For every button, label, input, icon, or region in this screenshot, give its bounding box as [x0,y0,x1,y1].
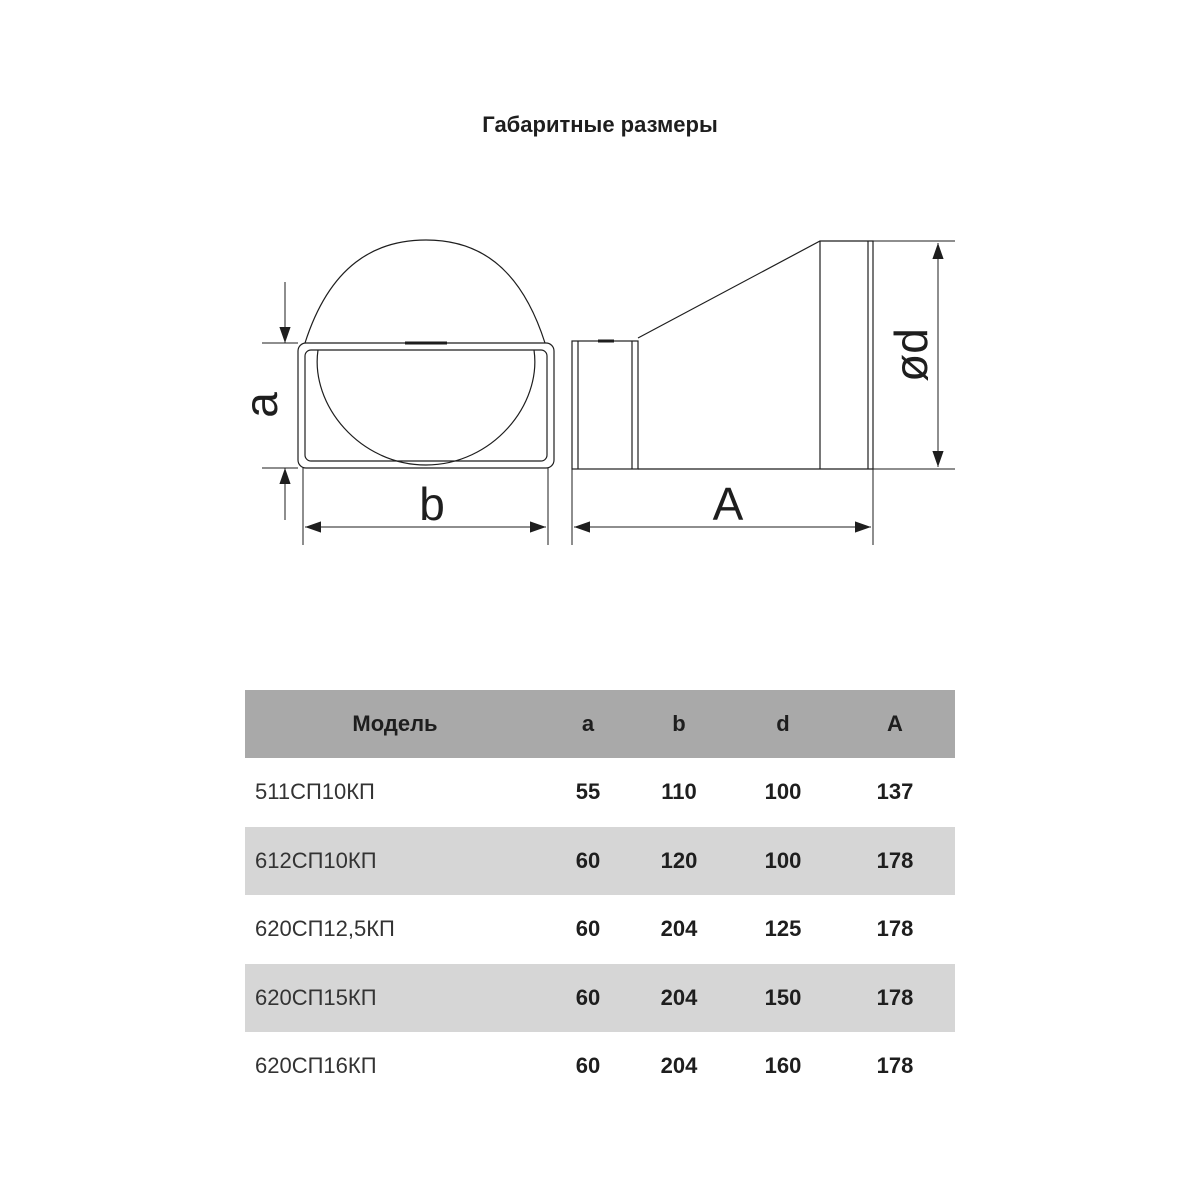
transition-body [638,241,873,469]
table-row [245,895,955,964]
cell-a: 60 [575,916,601,942]
cell-b: 110 [661,779,697,805]
label-b: b [419,478,445,530]
table-row [245,827,955,896]
table-row [245,964,955,1033]
table-row [245,1032,955,1101]
round-inner-arc [317,350,535,465]
dimensions-table [245,690,955,1101]
header-a: a [581,711,595,736]
cell-d: 125 [764,916,802,942]
cell-d: 100 [764,779,802,805]
header-b: b [672,711,686,736]
rect-inner [305,350,547,461]
cell-model: 620СП15КП [255,984,377,1010]
header-A: A [887,711,903,736]
round-outline [305,240,545,343]
cell-A: 178 [876,984,914,1010]
cell-a: 60 [575,1053,601,1079]
cell-d: 100 [764,847,802,873]
cell-b: 204 [660,916,698,942]
cell-d: 150 [764,984,802,1010]
header-d: d [776,711,790,736]
cell-a: 60 [575,984,601,1010]
cell-b: 204 [660,1053,698,1079]
rect-outer [298,343,554,468]
cell-model: 511СП10КП [255,779,375,805]
cell-a: 55 [575,779,601,805]
rect-spigot [572,341,638,469]
cell-model: 620СП12,5КП [255,916,395,942]
cell-a: 60 [575,847,601,873]
label-A: A [712,478,744,530]
cell-A: 178 [876,1053,914,1079]
cell-A: 137 [876,779,914,805]
label-d: ød [885,328,938,382]
cell-model: 620СП16КП [255,1053,377,1079]
cell-b: 120 [660,847,698,873]
label-a: a [235,392,288,418]
cell-b: 204 [660,984,698,1010]
page-title: Габаритные размеры [482,112,718,137]
table-header [245,690,955,758]
cell-A: 178 [876,916,914,942]
side-view [572,241,873,469]
cell-d: 160 [764,1053,802,1079]
front-view [298,240,554,468]
header-model: Модель [352,711,438,736]
cell-A: 178 [876,847,914,873]
cell-model: 612СП10КП [255,847,377,873]
table-row [245,758,955,827]
